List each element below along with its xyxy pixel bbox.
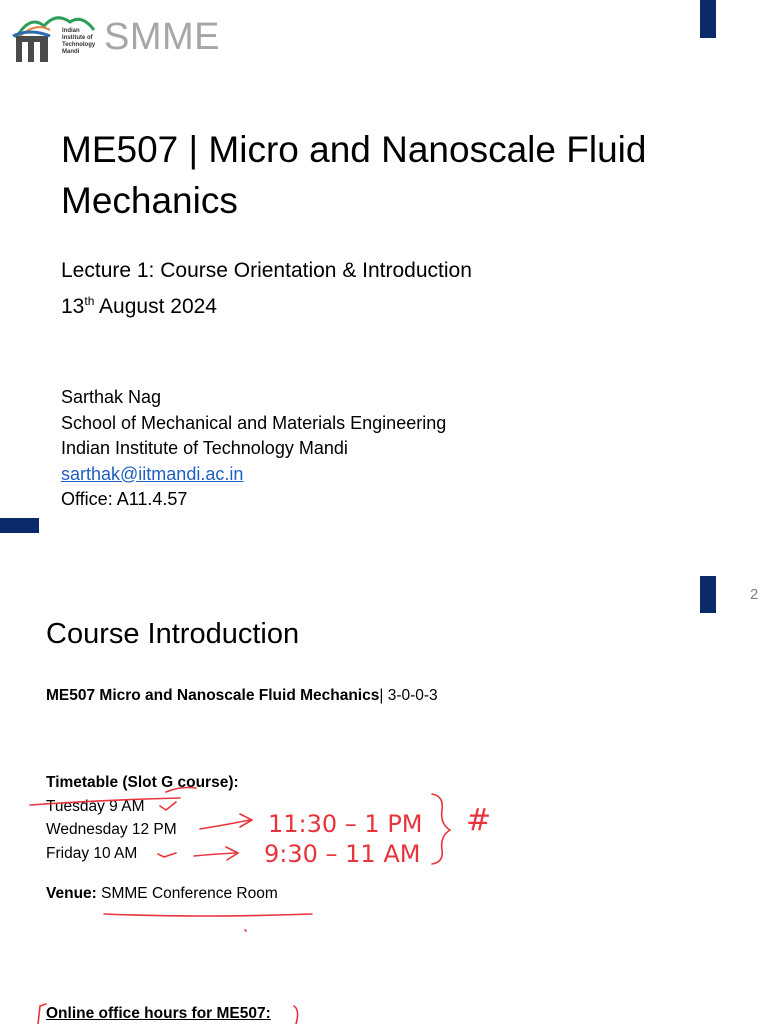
lecture-title: Lecture 1: Course Orientation & Introduction <box>61 259 472 282</box>
svg-text:Institute of: Institute of <box>62 35 93 41</box>
timetable-slot: Tuesday 9 AM <box>46 797 145 815</box>
timetable-label: Timetable (Slot G course): <box>46 774 239 791</box>
lecture-date: 13th August 2024 <box>61 294 217 318</box>
timetable <box>46 771 239 865</box>
accent-bar <box>700 0 716 38</box>
course-line: ME507 Micro and Nanoscale Fluid Mechanics| 3-0-0-3 <box>46 687 438 704</box>
page-number: 2 <box>750 586 759 603</box>
office-hours-label: Online office hours for ME507: <box>46 1005 271 1022</box>
email-link[interactable]: sarthak@iitmandi.ac.in <box>61 463 244 484</box>
venue-line: Venue: SMME Conference Room <box>46 885 278 902</box>
handwritten-time-1: 11:30 – 1 PM <box>268 810 423 838</box>
handwritten-time-2: 9:30 – 11 AM <box>264 840 421 868</box>
author-office: Office: A11.4.57 <box>61 489 188 509</box>
svg-text:Mandi: Mandi <box>62 49 80 55</box>
timetable-slot: Friday 10 AM <box>46 844 138 862</box>
slide-heading: Course Introduction <box>46 618 300 650</box>
iit-mandi-logo <box>10 8 98 66</box>
author-school: School of Mechanical and Materials Engineering <box>61 412 447 433</box>
brand-name: SMME <box>104 16 220 58</box>
author-name: Sarthak Nag <box>61 387 162 407</box>
slide-title: ME507 | Micro and Nanoscale Fluid Mechanics <box>61 129 647 221</box>
author-block <box>61 385 446 513</box>
timetable-slot: Wednesday 12 PM <box>46 821 177 838</box>
author-institute: Indian Institute of Technology Mandi <box>61 438 348 458</box>
slide-subtitle <box>61 256 472 322</box>
svg-text:Technology: Technology <box>62 42 96 48</box>
accent-bar <box>700 576 716 613</box>
handwritten-mark: # <box>466 803 492 838</box>
accent-bar <box>0 518 39 533</box>
svg-text:Indian: Indian <box>62 28 80 34</box>
